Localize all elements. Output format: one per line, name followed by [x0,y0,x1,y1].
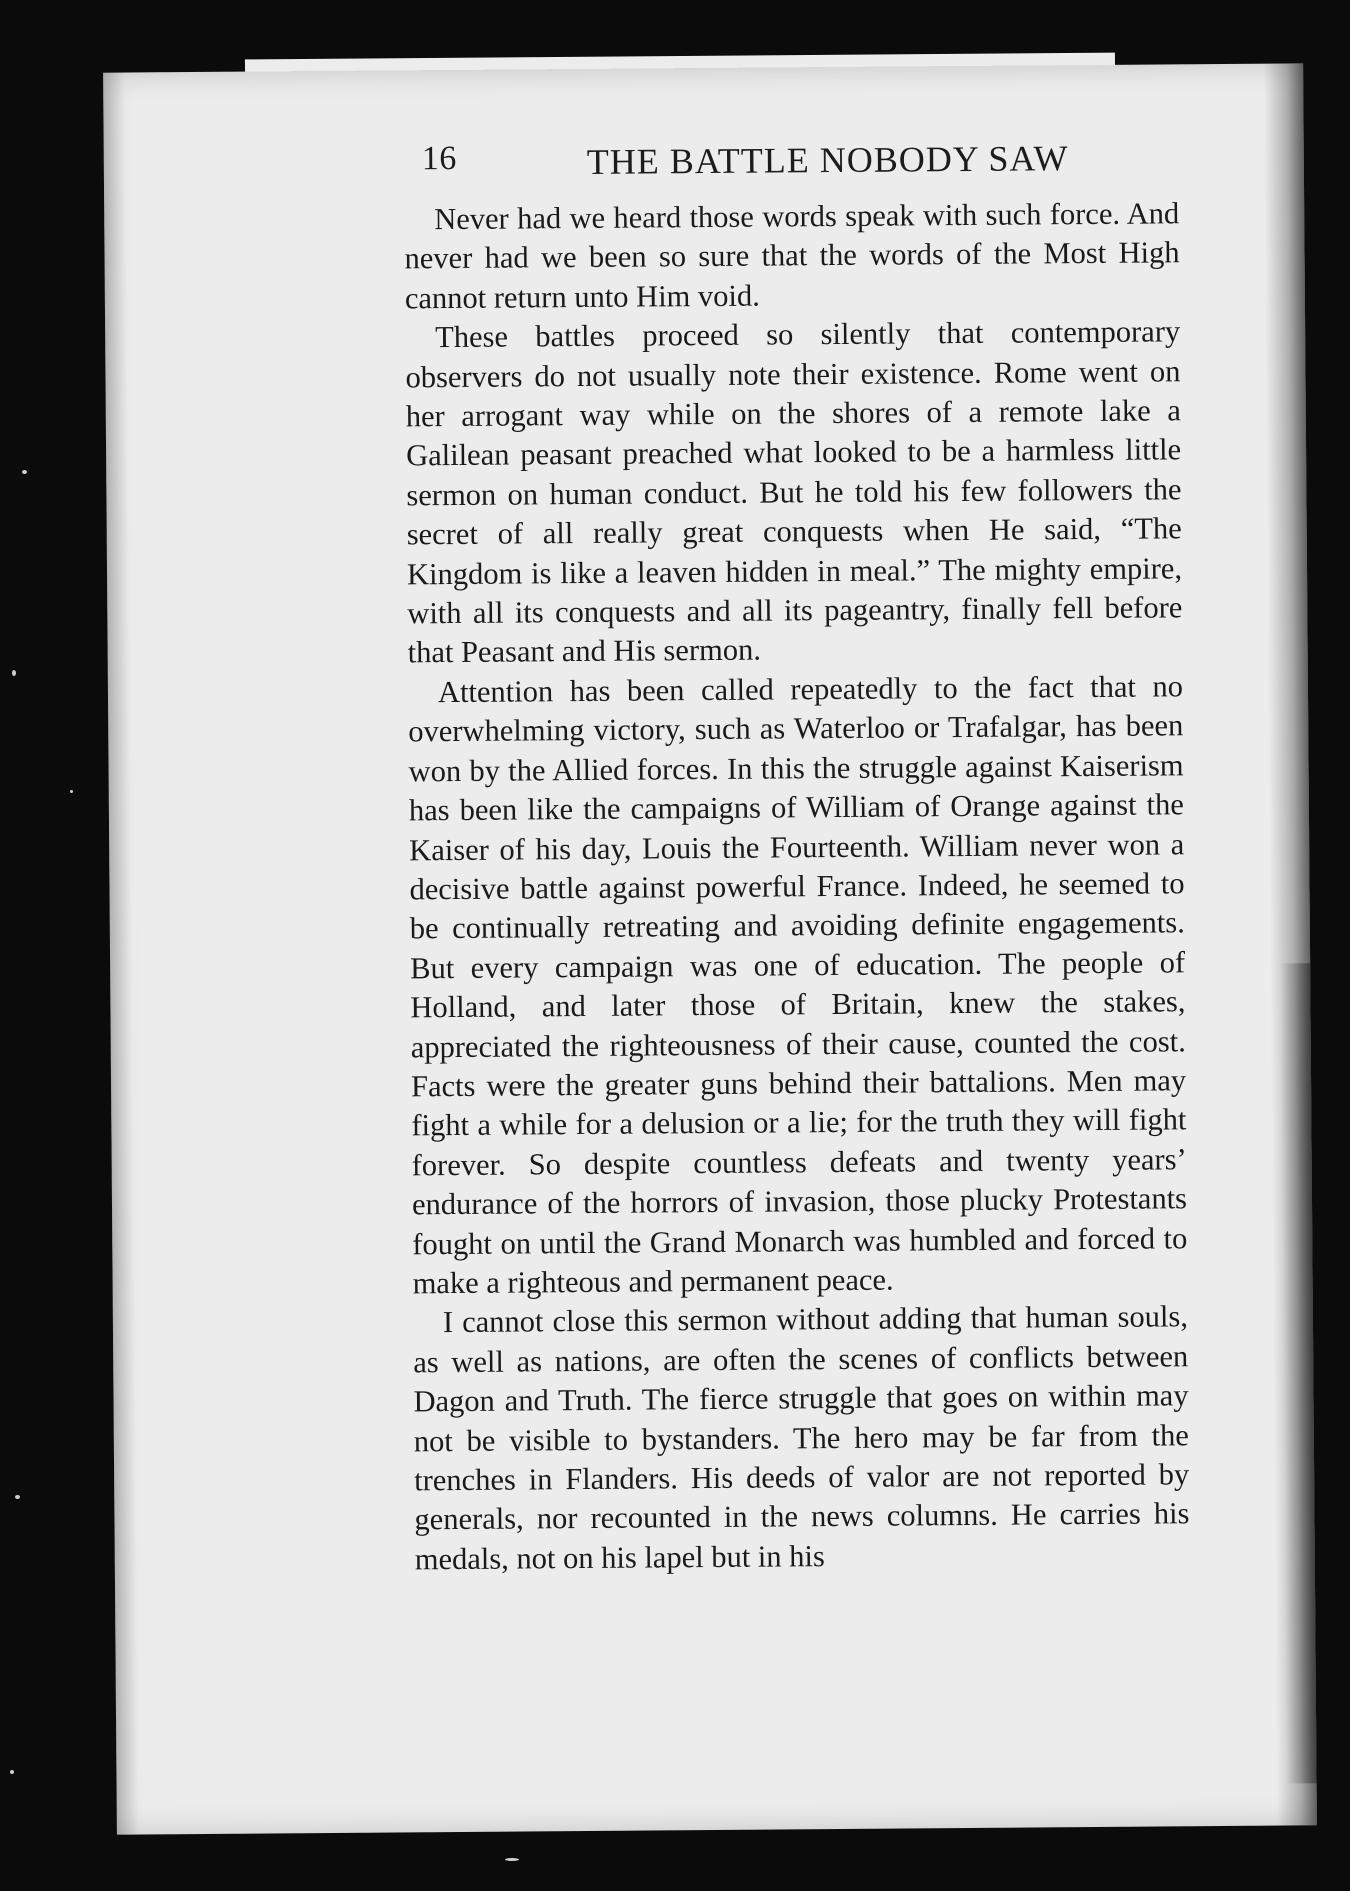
page-left-shadow [103,73,139,1835]
film-speck [22,470,27,474]
body-text [404,194,1190,1579]
film-speck [15,1495,20,1499]
film-speck [505,1858,519,1861]
paragraph: These battles proceed so silently that contemporary observers do not usually note their existence. Rome went on her arrogant way while on the shores of a remote lake a Galilean peasant preached what looked to be a harmless little sermon on human conduct. But he told his few followers the secret of all really great conquests when He said, “The Kingdom is like a leaven hidden in meal.” The mighty empire, with all its conquests and all its pageantry, finally fell before that Peasant and His sermon. [405,314,1183,670]
paragraph: I cannot close this sermon without adding that human souls, as well as nations, are often the scenes of conflicts between Dagon and Truth. The fierce struggle that goes on within may not be visible to bystanders. The hero may be far from the trenches in Flanders. His deeds of valor are not reported by generals, nor recounted in the news columns. He carries his medals, not on his lapel but in his [413,1299,1190,1577]
page-edge-strip [1280,963,1316,1783]
book-page [103,63,1317,1834]
film-speck [70,790,73,793]
paragraph: Never had we heard those words speak with such force. And never had we been so sure that the words of the Most High cannot return unto Him void. [404,196,1180,316]
film-speck [12,670,16,676]
page-number: 16 [421,139,457,178]
running-title: THE BATTLE NOBODY SAW [586,138,1069,182]
running-head [421,134,1222,182]
paragraph: Attention has been called repeatedly to the fact that no overwhelming victory, such as Waterloo or Trafalgar, has been won by the Allied forces. In this the struggle against Kaiserism has been like the campaigns of William of Orange against the Kaiser of his day, Louis the Fourteenth. William never won a decisive battle against powerful France. Indeed, he seemed to be continually retreating and avoiding definite engagements. But every campaign was one of education. The people of Holland, and later those of Britain, knew the stakes, appreciated the righteousness of their cause, counted the cost. Facts were the greater guns behind their battalions. Men may fight a while for a delusion or a lie; for the truth they will fight forever. So despite countless defeats and twenty years’ endurance of the horrors of invasion, those plucky Protestants fought on until the Grand Monarch was humbled and forced to make a righteous and permanent peace. [408,669,1188,1301]
film-speck [10,1770,14,1774]
